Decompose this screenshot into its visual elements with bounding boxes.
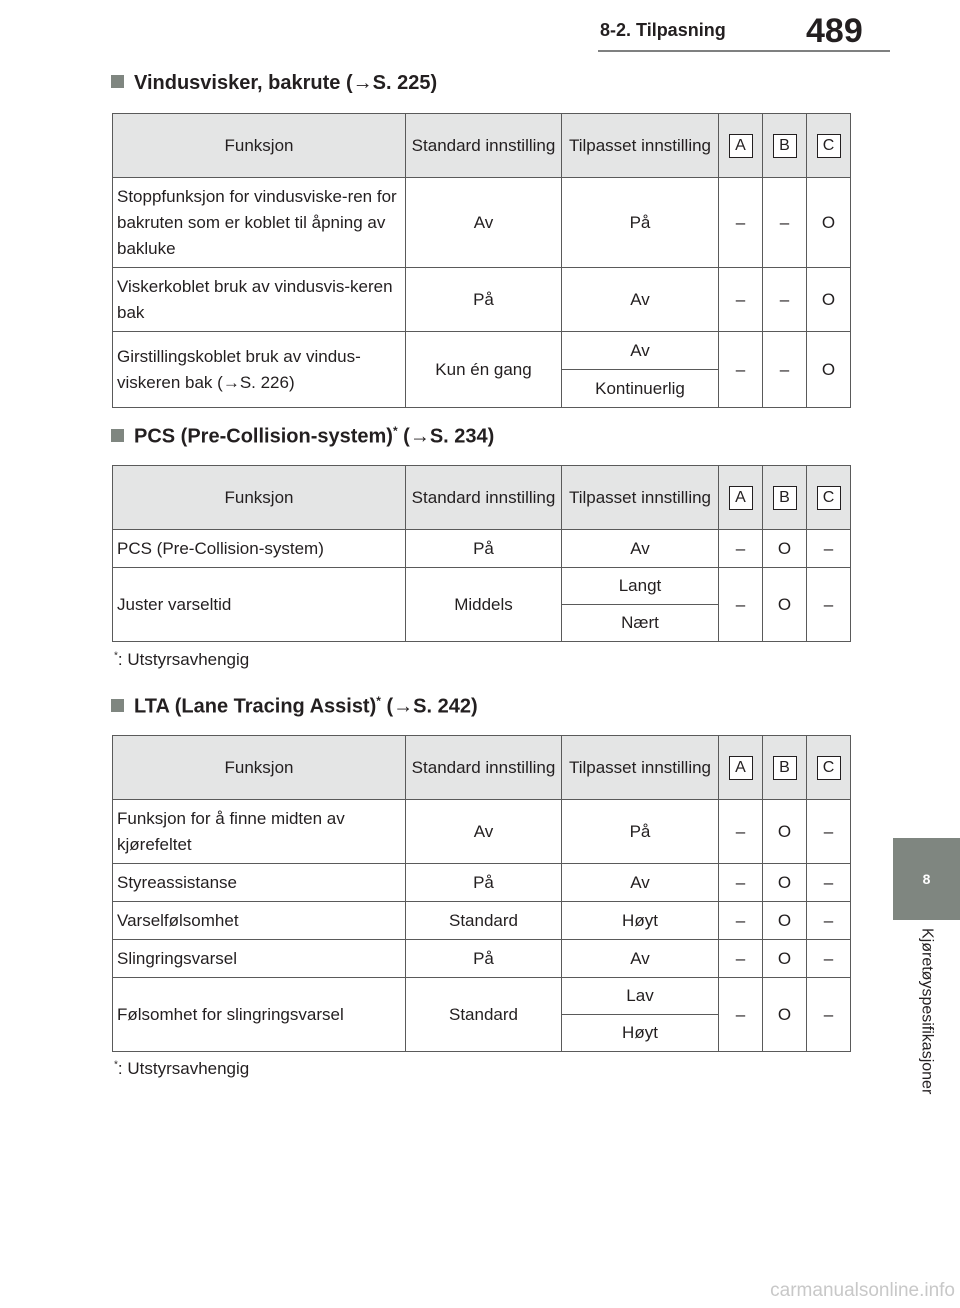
heading-text: LTA (Lane Tracing Assist) — [134, 695, 377, 718]
function-cell: Juster varseltid — [113, 568, 406, 642]
custom-cell: Høyt — [562, 902, 719, 940]
default-cell: Standard — [406, 902, 562, 940]
page-reference: S. 225) — [372, 72, 438, 94]
section-heading-pcs: PCS (Pre-Collision-system)* (→S. 234) — [111, 424, 494, 449]
col-a: A — [719, 466, 763, 530]
chapter-tab — [893, 838, 960, 920]
table-header-row — [113, 466, 851, 530]
b-cell: O — [763, 902, 807, 940]
default-cell: Middels — [406, 568, 562, 642]
table-row — [113, 332, 851, 370]
custom-cell: Nært — [562, 605, 719, 642]
table-row — [113, 864, 851, 902]
b-cell: O — [763, 940, 807, 978]
col-c: C — [807, 466, 851, 530]
table-row — [113, 568, 851, 605]
a-cell: – — [719, 940, 763, 978]
footnote-text: : Utstyrsavhengig — [117, 1059, 250, 1078]
custom-cell: Av — [562, 530, 719, 568]
function-cell: Girstillingskoblet bruk av vindus-viskeren bak (→S. 226) — [113, 332, 406, 408]
custom-cell: På — [562, 178, 719, 268]
rear-wiper-table — [112, 113, 851, 408]
col-c: C — [807, 736, 851, 800]
c-cell: – — [807, 800, 851, 864]
page-reference: S. 242) — [413, 695, 478, 718]
col-c: C — [807, 114, 851, 178]
col-function: Funksjon — [113, 114, 406, 178]
a-cell: – — [719, 902, 763, 940]
chapter-label: Kjøretøyspesifikasjoner — [918, 928, 936, 1095]
heading-text: Vindusvisker, bakrute ( — [134, 72, 353, 94]
custom-cell: Av — [562, 940, 719, 978]
b-cell: O — [763, 530, 807, 568]
c-cell: – — [807, 902, 851, 940]
function-cell: Følsomhet for slingringsvarsel — [113, 978, 406, 1052]
c-cell: – — [807, 568, 851, 642]
default-cell: Av — [406, 800, 562, 864]
chapter-number: 8 — [922, 871, 931, 887]
b-cell: – — [763, 268, 807, 332]
function-cell: Funksjon for å finne midten av kjørefeltet — [113, 800, 406, 864]
b-cell: – — [763, 178, 807, 268]
heading-text: PCS (Pre-Collision-system) — [134, 425, 393, 448]
col-a: A — [719, 114, 763, 178]
asterisk: * — [376, 694, 381, 708]
table-row — [113, 902, 851, 940]
asterisk: * — [392, 424, 398, 438]
col-default: Standard innstilling — [406, 466, 562, 530]
footnote: *: Utstyrsavhengig — [114, 1059, 250, 1078]
function-cell: Stoppfunksjon for vindusviske-ren for bakruten som er koblet til åpning av bakluke — [113, 178, 406, 268]
col-b: B — [763, 466, 807, 530]
b-cell: O — [763, 568, 807, 642]
b-cell: O — [763, 864, 807, 902]
arrow-icon: → — [352, 72, 373, 94]
table-row — [113, 178, 851, 268]
col-a: A — [719, 736, 763, 800]
pcs-table — [112, 465, 851, 642]
function-cell: Varselfølsomhet — [113, 902, 406, 940]
custom-cell: Langt — [562, 568, 719, 605]
square-bullet-icon — [111, 75, 124, 88]
a-cell: – — [719, 864, 763, 902]
section-heading-rear-wiper — [111, 72, 437, 95]
square-bullet-icon — [111, 699, 124, 712]
default-cell: På — [406, 530, 562, 568]
a-cell: – — [719, 800, 763, 864]
custom-cell: Av — [562, 864, 719, 902]
watermark: carmanualsonline.info — [770, 1280, 955, 1301]
lta-table — [112, 735, 851, 1052]
c-cell: O — [807, 178, 851, 268]
b-cell: O — [763, 978, 807, 1052]
col-custom: Tilpasset innstilling — [562, 736, 719, 800]
col-default: Standard innstilling — [406, 736, 562, 800]
default-cell: På — [406, 268, 562, 332]
section-title: 8-2. Tilpasning — [600, 20, 726, 40]
default-cell: Kun én gang — [406, 332, 562, 408]
default-cell: På — [406, 940, 562, 978]
table-row — [113, 530, 851, 568]
page-number: 489 — [806, 12, 863, 50]
b-cell: O — [763, 800, 807, 864]
chapter-label-area — [893, 920, 960, 1160]
table-row — [113, 940, 851, 978]
table-row — [113, 978, 851, 1015]
b-cell: – — [763, 332, 807, 408]
col-custom: Tilpasset innstilling — [562, 114, 719, 178]
table-header-row — [113, 736, 851, 800]
a-cell: – — [719, 178, 763, 268]
function-cell: Styreassistanse — [113, 864, 406, 902]
default-cell: På — [406, 864, 562, 902]
col-function: Funksjon — [113, 736, 406, 800]
col-b: B — [763, 114, 807, 178]
a-cell: – — [719, 530, 763, 568]
section-heading-lta: LTA (Lane Tracing Assist)* (→S. 242) — [111, 694, 478, 719]
c-cell: – — [807, 864, 851, 902]
table-row — [113, 800, 851, 864]
table-header-row — [113, 114, 851, 178]
page-reference: S. 234) — [429, 425, 495, 448]
function-cell: PCS (Pre-Collision-system) — [113, 530, 406, 568]
c-cell: – — [807, 978, 851, 1052]
custom-cell: Høyt — [562, 1015, 719, 1052]
a-cell: – — [719, 568, 763, 642]
function-cell: Slingringsvarsel — [113, 940, 406, 978]
square-bullet-icon — [111, 429, 124, 442]
custom-cell: Lav — [562, 978, 719, 1015]
c-cell: – — [807, 940, 851, 978]
a-cell: – — [719, 978, 763, 1052]
custom-cell: På — [562, 800, 719, 864]
table-row — [113, 268, 851, 332]
col-custom: Tilpasset innstilling — [562, 466, 719, 530]
arrow-icon: → — [393, 695, 414, 718]
col-default: Standard innstilling — [406, 114, 562, 178]
footnote: *: Utstyrsavhengig — [114, 650, 250, 669]
custom-cell: Kontinuerlig — [562, 370, 719, 408]
custom-cell: Av — [562, 268, 719, 332]
c-cell: – — [807, 530, 851, 568]
footnote-text: : Utstyrsavhengig — [117, 650, 250, 669]
default-cell: Standard — [406, 978, 562, 1052]
c-cell: O — [807, 332, 851, 408]
c-cell: O — [807, 268, 851, 332]
col-function: Funksjon — [113, 466, 406, 530]
function-cell: Viskerkoblet bruk av vindusvis-keren bak — [113, 268, 406, 332]
a-cell: – — [719, 332, 763, 408]
col-b: B — [763, 736, 807, 800]
a-cell: – — [719, 268, 763, 332]
arrow-icon: → — [409, 425, 430, 448]
custom-cell: Av — [562, 332, 719, 370]
default-cell: Av — [406, 178, 562, 268]
